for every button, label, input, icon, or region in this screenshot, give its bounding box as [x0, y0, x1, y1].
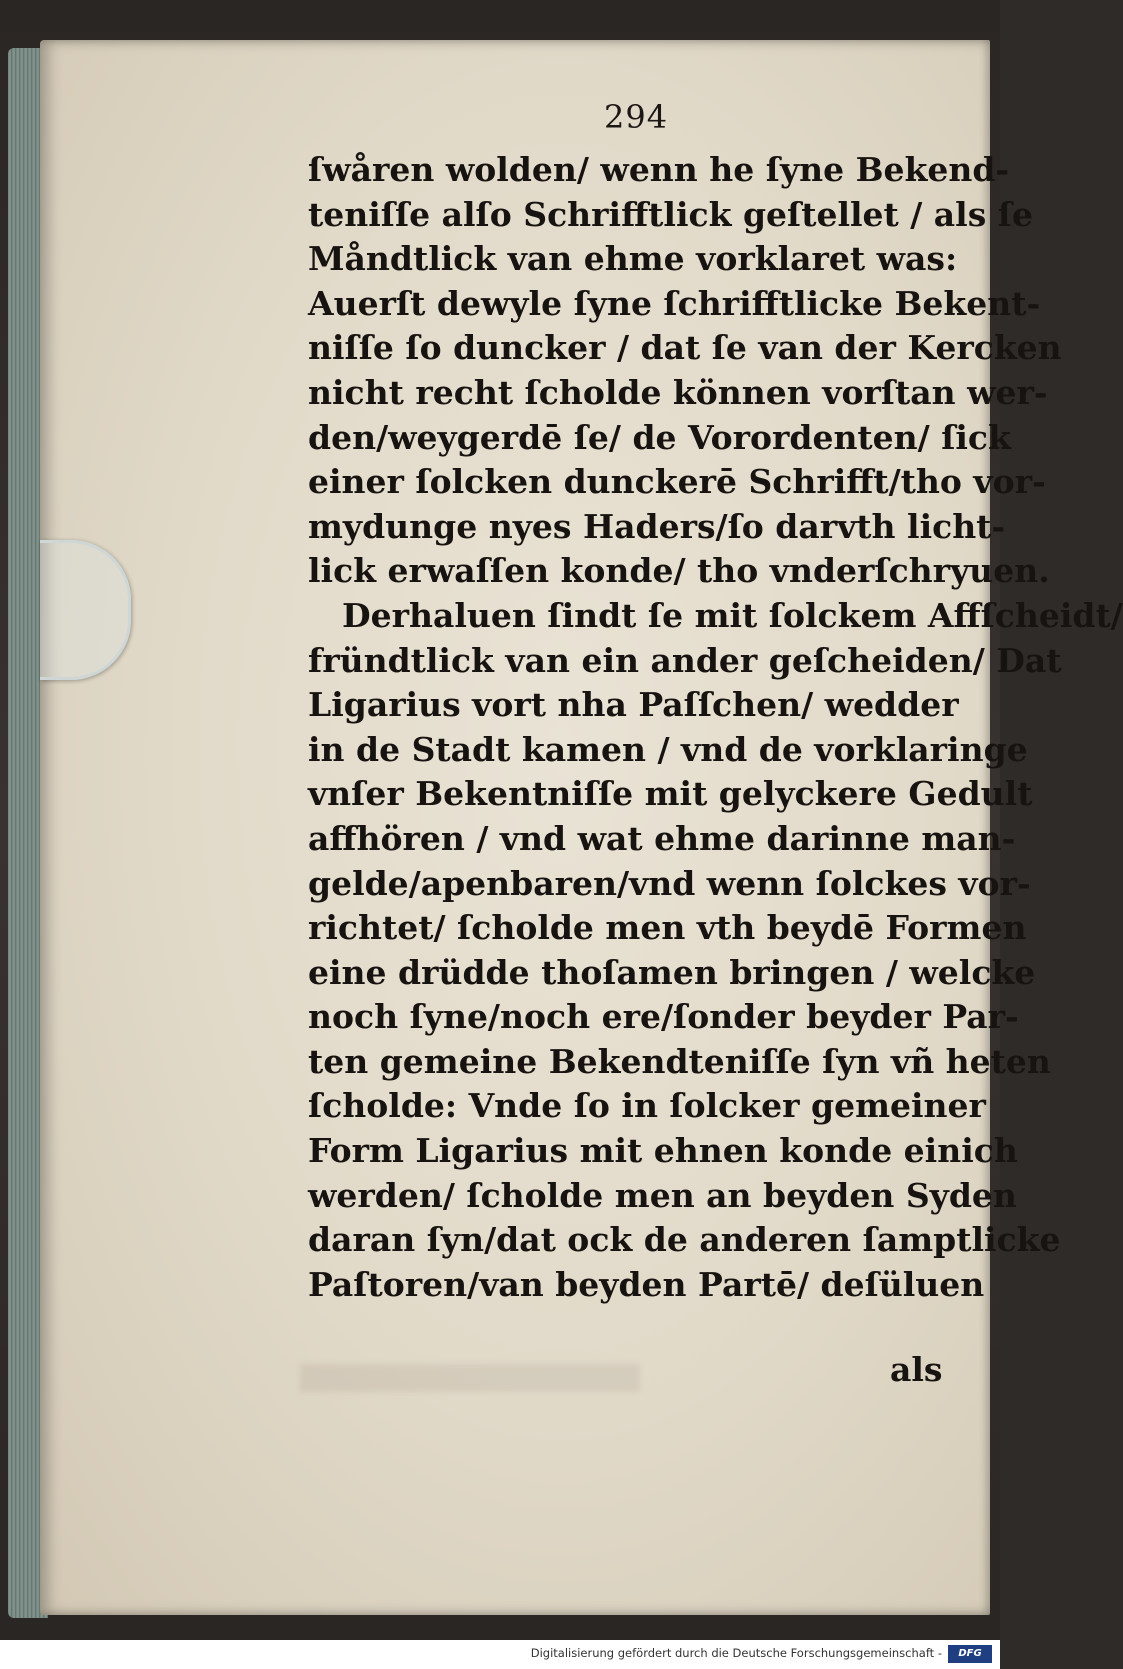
text-line: in de Stadt kamen / vnd de vorklaringe	[308, 729, 1028, 769]
text-line: daran ſyn/dat ock de anderen ſamptlicke	[308, 1220, 1061, 1260]
text-line: ten gemeine Bekendteniſſe ſyn vñ heten	[308, 1041, 1051, 1081]
bleed-through	[300, 1364, 640, 1392]
page-number: 294	[604, 98, 669, 136]
text-line: teniſſe alſo Schrifftlick geſtellet / als ſe	[308, 194, 1033, 234]
text-line: Derhaluen ſindt ſe mit ſolckem Affſcheidt/	[342, 595, 1123, 635]
catchword: als	[890, 1350, 943, 1389]
text-line: mydunge nyes Haders/ſo darvth licht-	[308, 506, 1006, 546]
text-line: nicht recht ſcholde können vorſtan wer-	[308, 372, 1048, 412]
text-line: niſſe ſo duncker / dat ſe van der Kercken	[308, 328, 1062, 368]
text-line: noch ſyne/noch ere/ſonder beyder Par-	[308, 997, 1019, 1037]
text-line: ſcholde: Vnde ſo in ſolcker gemeiner	[308, 1086, 986, 1126]
page-clip	[40, 540, 131, 680]
funding-credit: Digitalisierung gefördert durch die Deutsche Forschungsgemeinschaft -	[530, 1646, 942, 1660]
text-line: ſwåren wolden/ wenn he ſyne Bekend-	[308, 150, 1010, 189]
text-line: Måndtlick van ehme vorklaret was:	[308, 239, 958, 279]
text-line: Auerſt dewyle ſyne ſchrifftlicke Bekent-	[308, 283, 1041, 323]
text-line: einer ſolcken dunckerē Schrifft/tho vor-	[308, 462, 1046, 502]
text-line: richtet/ ſcholde men vth beydē Formen	[308, 908, 1027, 948]
text-line: eine drüdde thoſamen bringen / welcke	[308, 952, 1036, 992]
text-line: vnſer Bekentniſſe mit gelyckere Gedult	[308, 774, 1033, 814]
body-text	[308, 148, 1123, 1307]
text-line: Paſtoren/van beyden Partē/ deſüluen	[308, 1264, 985, 1304]
footer-bar	[0, 1640, 1000, 1669]
text-line: fründtlick van ein ander geſcheiden/ Dat	[308, 640, 1062, 680]
text-line: Form Ligarius mit ehnen konde einich	[308, 1131, 1018, 1171]
dfg-logo: DFG	[948, 1645, 992, 1663]
text-line: den/weygerdē ſe/ de Vorordenten/ ſick	[308, 417, 1011, 457]
text-line: werden/ ſcholde men an beyden Syden	[308, 1175, 1017, 1215]
text-line: Ligarius vort nha Paſſchen/ wedder	[308, 685, 959, 725]
text-line: lick erwaſſen konde/ tho vnderſchryuen.	[308, 551, 1050, 591]
text-line: gelde/apenbaren/vnd wenn ſolckes vor-	[308, 863, 1031, 903]
text-line: affhören / vnd wat ehme darinne man-	[308, 818, 1016, 858]
